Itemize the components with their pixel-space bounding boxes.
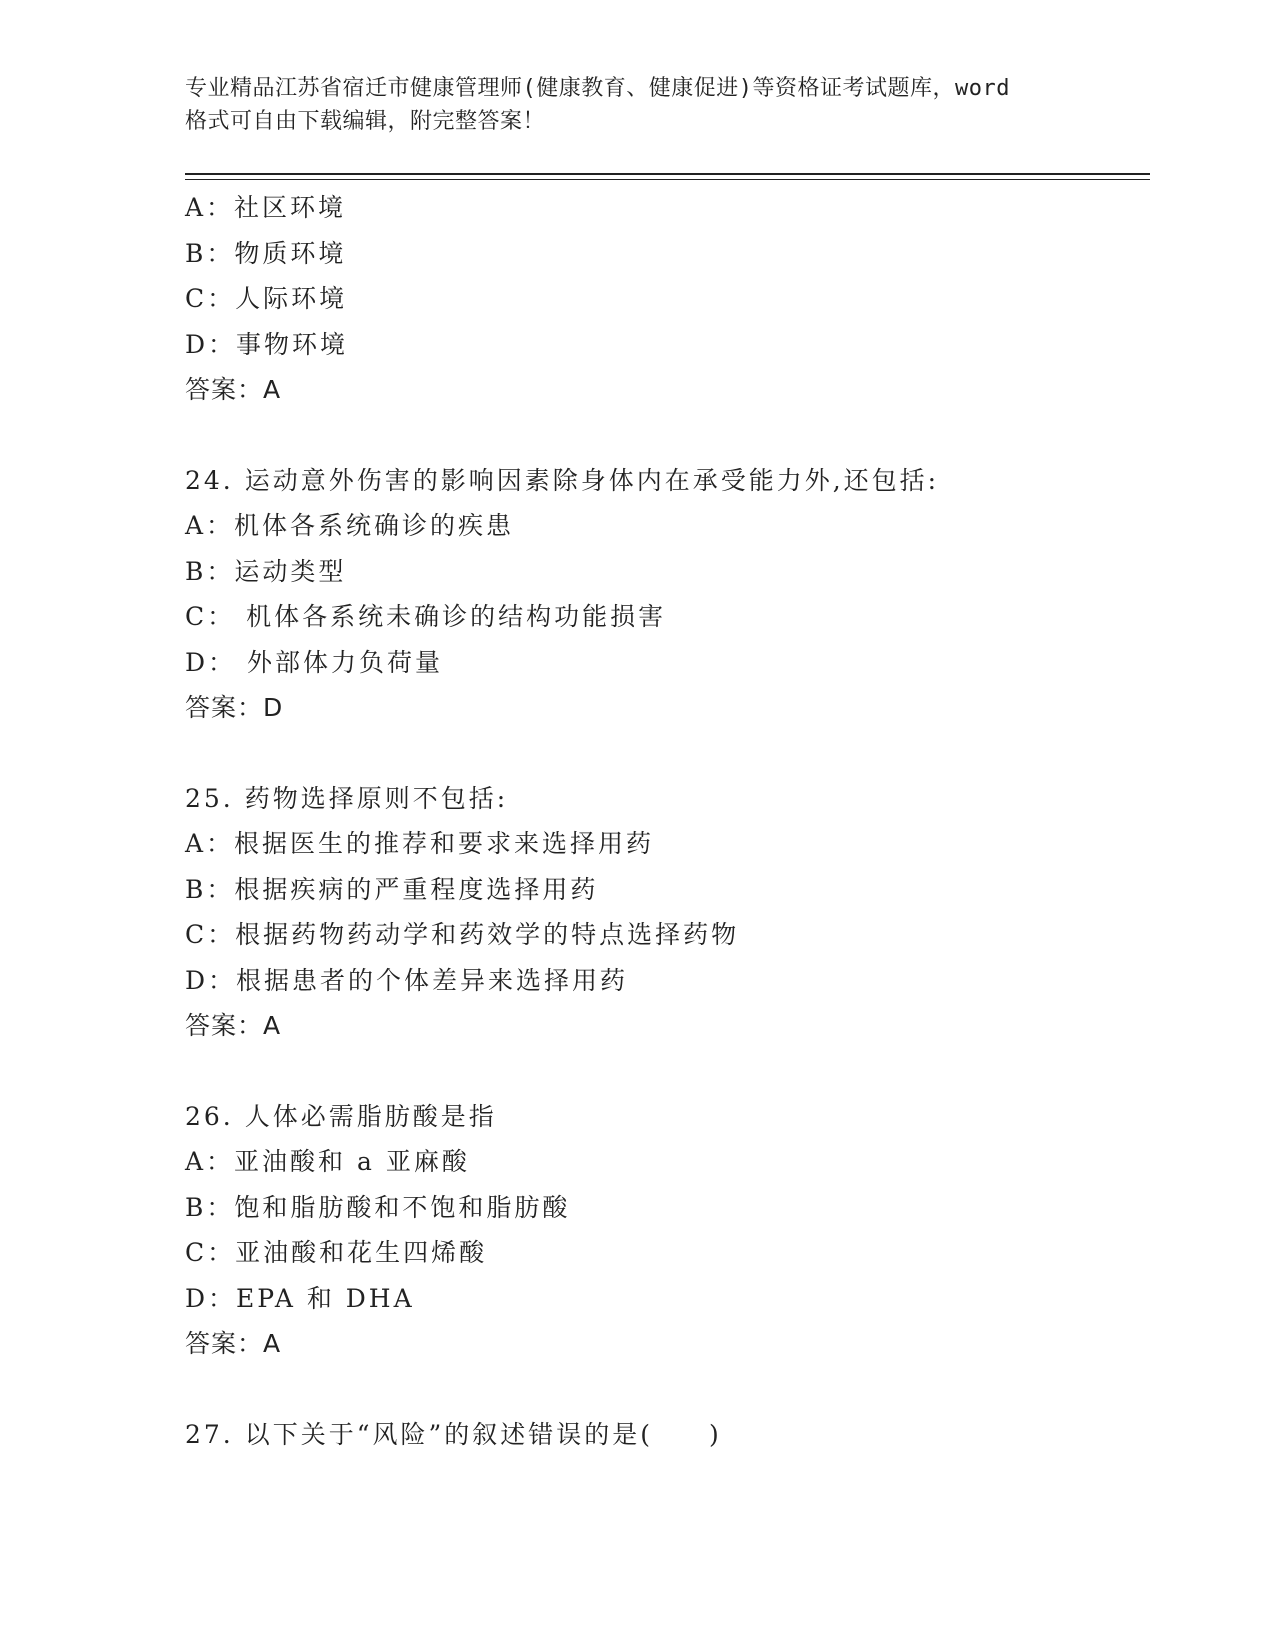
answer-line: 答案：A — [185, 1329, 282, 1358]
answer-line: 答案：A — [185, 1011, 282, 1040]
question-stem: 27. 以下关于“风险”的叙述错误的是( ) — [185, 1419, 722, 1449]
spacer — [185, 1049, 1145, 1094]
option-b: B：运动类型 — [185, 556, 347, 586]
option-a: A：社区环境 — [185, 193, 347, 222]
question-list — [185, 185, 1145, 1457]
question-block-27 — [185, 1412, 1145, 1458]
question-block-23 — [185, 185, 1145, 413]
header-line-2: 格式可自由下载编辑，附完整答案！ — [185, 109, 546, 134]
question-block-25 — [185, 776, 1145, 1049]
option-a: A：机体各系统确诊的疾患 — [185, 511, 515, 540]
question-stem: 24. 运动意外伤害的影响因素除身体内在承受能力外,还包括: — [185, 465, 940, 495]
answer-line: 答案：A — [185, 375, 282, 404]
option-b: B：根据疾病的严重程度选择用药 — [185, 874, 599, 904]
option-a: A：亚油酸和 a 亚麻酸 — [185, 1147, 470, 1176]
option-d: D：事物环境 — [185, 329, 349, 359]
question-block-24 — [185, 458, 1145, 731]
document-header — [185, 72, 1085, 138]
option-c: C：人际环境 — [185, 284, 348, 313]
option-b: B：物质环境 — [185, 238, 347, 268]
answer-line: 答案：D — [185, 693, 284, 722]
option-b: B：饱和脂肪酸和不饱和脂肪酸 — [185, 1192, 571, 1222]
option-c: C：根据药物药动学和药效学的特点选择药物 — [185, 920, 740, 949]
option-c: C：亚油酸和花生四烯酸 — [185, 1238, 488, 1267]
option-c: C： 机体各系统未确诊的结构功能损害 — [185, 602, 667, 631]
header-rule-thick — [185, 173, 1150, 175]
option-d: D：EPA 和 DHA — [185, 1283, 415, 1313]
question-stem: 25. 药物选择原则不包括: — [185, 783, 509, 813]
spacer — [185, 413, 1145, 458]
header-line-1: 专业精品江苏省宿迁市健康管理师(健康教育、健康促进)等资格证考试题库，word — [185, 76, 1010, 101]
option-d: D：根据患者的个体差异来选择用药 — [185, 965, 629, 995]
spacer — [185, 731, 1145, 776]
option-a: A：根据医生的推荐和要求来选择用药 — [185, 829, 655, 858]
spacer — [185, 1367, 1145, 1412]
header-rule-thin — [185, 179, 1150, 180]
question-stem: 26. 人体必需脂肪酸是指 — [185, 1101, 497, 1131]
question-block-26 — [185, 1094, 1145, 1367]
option-d: D： 外部体力负荷量 — [185, 647, 443, 677]
